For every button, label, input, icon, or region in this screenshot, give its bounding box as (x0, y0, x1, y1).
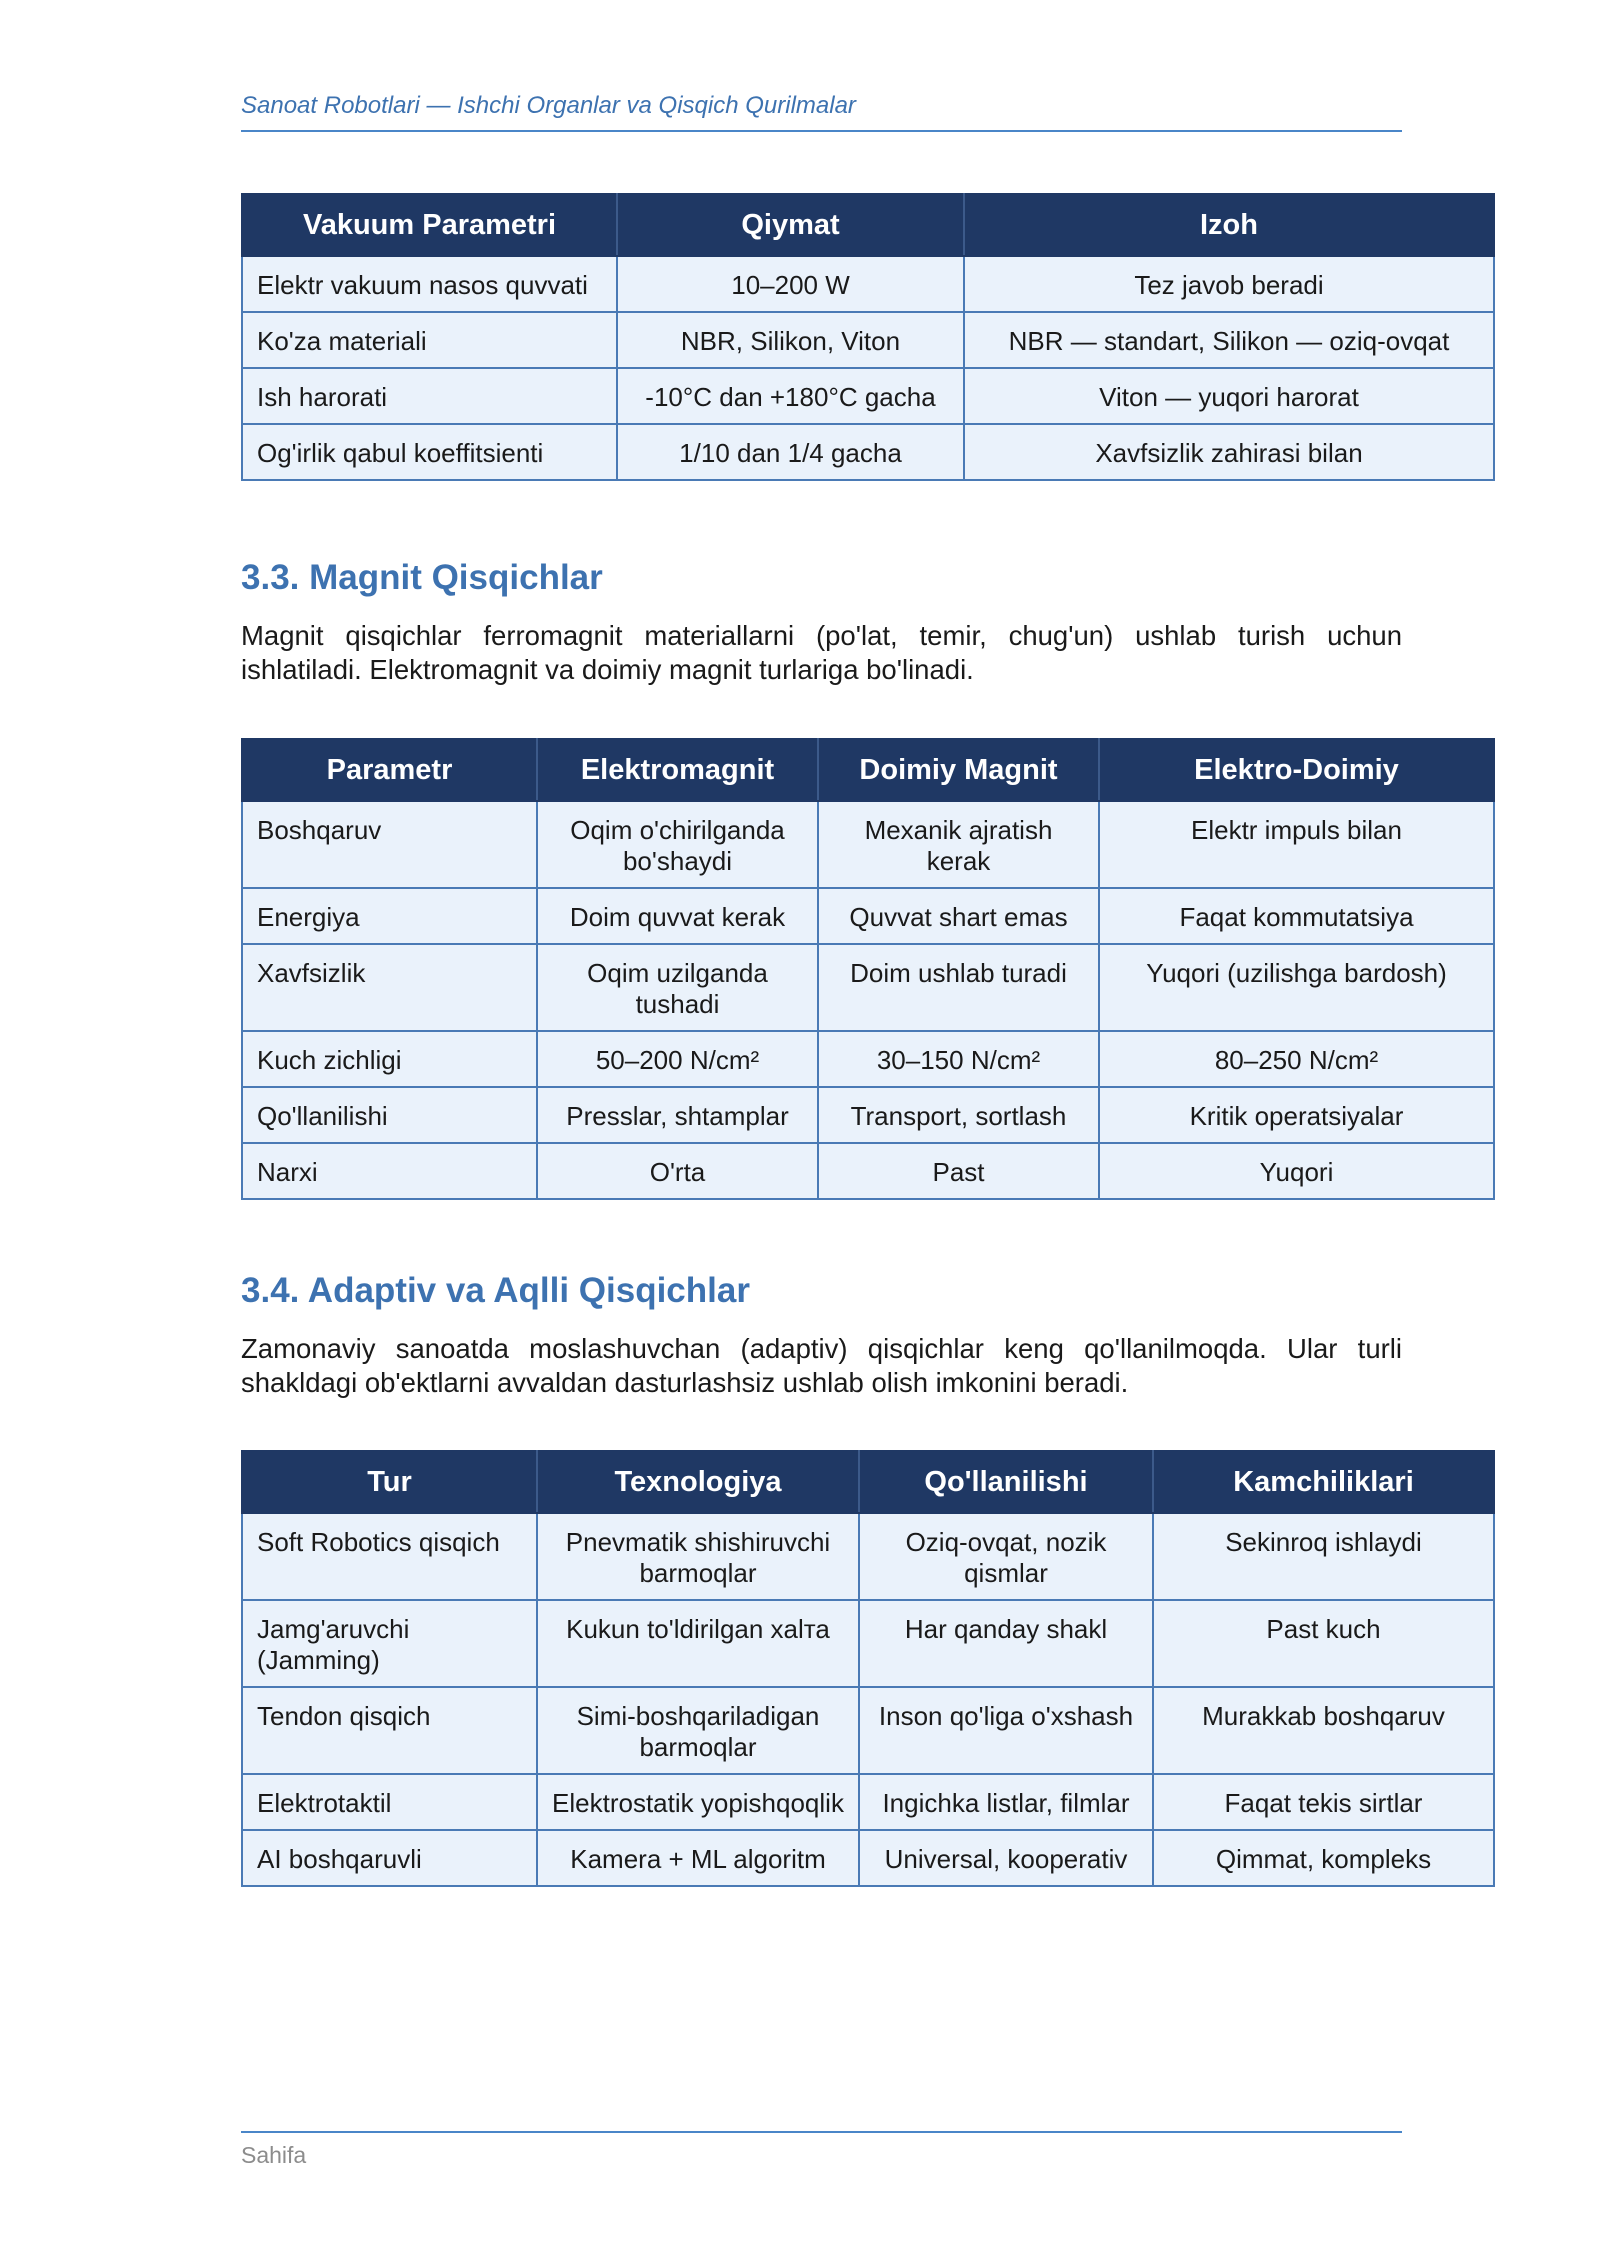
section-paragraph-magnet: Magnit qisqichlar ferromagnit materiallarni (po'lat, temir, chug'un) ushlab turish uchun ishlatiladi. Elektromagnit va doimiy magnit turlariga bo'linadi. (241, 620, 1402, 685)
running-header (241, 92, 1402, 132)
table-cell: Oziq-ovqat, nozik qismlar (859, 1513, 1153, 1600)
table-cell: 30–150 N/cm² (818, 1031, 1099, 1087)
table-row (242, 1687, 1494, 1774)
table-cell: Viton — yuqori harorat (964, 368, 1494, 424)
table-cell: Xavfsizlik zahirasi bilan (964, 424, 1494, 480)
table-header-row (242, 1451, 1494, 1513)
table-cell: Oqim o'chirilganda bo'shaydi (537, 801, 818, 888)
table-cell: Narxi (242, 1143, 537, 1199)
table-header-row (242, 194, 1494, 256)
footer-divider (241, 2131, 1402, 2133)
table-cell: Tez javob beradi (964, 256, 1494, 312)
table-cell: Jamg'aruvchi (Jamming) (242, 1600, 537, 1687)
section-heading-magnet: 3.3. Magnit Qisqichlar (241, 558, 603, 597)
page-footer-label: Sahifa (241, 2142, 307, 2168)
table-cell: Sekinroq ishlaydi (1153, 1513, 1494, 1600)
table-row (242, 1087, 1494, 1143)
table-row (242, 1774, 1494, 1830)
table-cell: Quvvat shart emas (818, 888, 1099, 944)
table-cell: Simi-boshqariladigan barmoqlar (537, 1687, 859, 1774)
adaptive-table (241, 1450, 1495, 1887)
table-cell: 10–200 W (617, 256, 964, 312)
table-cell: Universal, kooperativ (859, 1830, 1153, 1886)
table-row (242, 888, 1494, 944)
table-cell: Elektr impuls bilan (1099, 801, 1494, 888)
column-header: Qiymat (617, 194, 964, 256)
table-row (242, 312, 1494, 368)
table-cell: Kritik operatsiyalar (1099, 1087, 1494, 1143)
table-cell: Pnevmatik shishiruvchi barmoqlar (537, 1513, 859, 1600)
table-row (242, 1143, 1494, 1199)
table-cell: Elektrostatik yopishqoqlik (537, 1774, 859, 1830)
column-header: Tur (242, 1451, 537, 1513)
column-header: Elektro-Doimiy (1099, 739, 1494, 801)
table-cell: Faqat tekis sirtlar (1153, 1774, 1494, 1830)
table-cell: AI boshqaruvli (242, 1830, 537, 1886)
column-header: Qo'llanilishi (859, 1451, 1153, 1513)
table-cell: Ko'za materiali (242, 312, 617, 368)
table-row (242, 944, 1494, 1031)
table-cell: Past kuch (1153, 1600, 1494, 1687)
table-cell: Doim ushlab turadi (818, 944, 1099, 1031)
section-heading-adaptive: 3.4. Adaptiv va Aqlli Qisqichlar (241, 1271, 750, 1310)
table-cell: NBR — standart, Silikon — oziq-ovqat (964, 312, 1494, 368)
table-cell: Inson qo'liga o'xshash (859, 1687, 1153, 1774)
table-cell: Oqim uzilganda tushadi (537, 944, 818, 1031)
table-cell: Ingichka listlar, filmlar (859, 1774, 1153, 1830)
table-cell: Xavfsizlik (242, 944, 537, 1031)
table-cell: Qimmat, kompleks (1153, 1830, 1494, 1886)
table-cell: Soft Robotics qisqich (242, 1513, 537, 1600)
table-cell: Past (818, 1143, 1099, 1199)
table-cell: Og'irlik qabul koeffitsienti (242, 424, 617, 480)
column-header: Elektromagnit (537, 739, 818, 801)
table-cell: Energiya (242, 888, 537, 944)
table-row (242, 424, 1494, 480)
table-cell: 1/10 dan 1/4 gacha (617, 424, 964, 480)
table-cell: Mexanik ajratish kerak (818, 801, 1099, 888)
running-header-title: Sanoat Robotlari — Ishchi Organlar va Qisqich Qurilmalar (241, 92, 856, 119)
table-cell: Yuqori (uzilishga bardosh) (1099, 944, 1494, 1031)
column-header: Texnologiya (537, 1451, 859, 1513)
table-cell: Faqat kommutatsiya (1099, 888, 1494, 944)
table-cell: Yuqori (1099, 1143, 1494, 1199)
table-row (242, 1600, 1494, 1687)
table-cell: Presslar, shtamplar (537, 1087, 818, 1143)
table-cell: Elektr vakuum nasos quvvati (242, 256, 617, 312)
table-row (242, 368, 1494, 424)
table-cell: Transport, sortlash (818, 1087, 1099, 1143)
column-header: Doimiy Magnit (818, 739, 1099, 801)
vacuum-table (241, 193, 1495, 481)
table-cell: Kukun to'ldirilgan xalта (537, 1600, 859, 1687)
column-header: Vakuum Parametri (242, 194, 617, 256)
magnet-table (241, 738, 1495, 1200)
table-cell: Tendon qisqich (242, 1687, 537, 1774)
table-cell: Elektrotaktil (242, 1774, 537, 1830)
table-cell: Kamera + ML algoritm (537, 1830, 859, 1886)
table-row (242, 801, 1494, 888)
table-cell: Qo'llanilishi (242, 1087, 537, 1143)
table-cell: O'rta (537, 1143, 818, 1199)
table-row (242, 1830, 1494, 1886)
column-header: Kamchiliklari (1153, 1451, 1494, 1513)
column-header: Izoh (964, 194, 1494, 256)
table-header-row (242, 739, 1494, 801)
section-paragraph-adaptive: Zamonaviy sanoatda moslashuvchan (adaptiv) qisqichlar keng qo'llanilmoqda. Ular turli shakldagi ob'ektlarni avvaldan dasturlashsiz ushlab olish imkonini beradi. (241, 1333, 1402, 1398)
table-row (242, 256, 1494, 312)
table-row (242, 1513, 1494, 1600)
table-cell: Boshqaruv (242, 801, 537, 888)
table-row (242, 1031, 1494, 1087)
table-cell: NBR, Silikon, Viton (617, 312, 964, 368)
table-cell: 50–200 N/cm² (537, 1031, 818, 1087)
column-header: Parametr (242, 739, 537, 801)
table-cell: Doim quvvat kerak (537, 888, 818, 944)
table-cell: Murakkab boshqaruv (1153, 1687, 1494, 1774)
table-cell: Ish harorati (242, 368, 617, 424)
table-cell: Kuch zichligi (242, 1031, 537, 1087)
table-cell: Har qanday shakl (859, 1600, 1153, 1687)
table-cell: -10°C dan +180°C gacha (617, 368, 964, 424)
table-cell: 80–250 N/cm² (1099, 1031, 1494, 1087)
